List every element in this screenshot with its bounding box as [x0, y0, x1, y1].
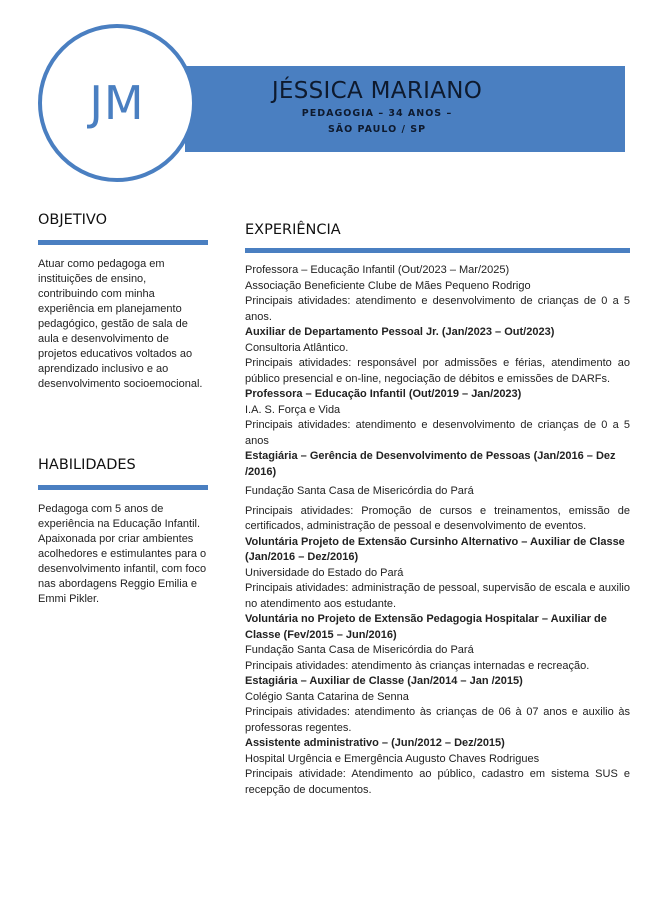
experience-heading: EXPERIÊNCIA [245, 222, 341, 238]
skills-section [38, 455, 208, 607]
experience-rule [245, 248, 630, 253]
experience-org: Associação Beneficiente Clube de Mães Pequeno Rodrigo [245, 279, 531, 292]
objective-section [38, 210, 208, 392]
experience-role: Professora – Educação Infantil (Out/2019 – Jan/2023) [245, 388, 522, 400]
experience-item [245, 263, 630, 325]
experience-desc: Principais atividade: Atendimento ao público, cadastro em sistema SUS e recepção de documentos. [245, 768, 630, 796]
experience-item [245, 387, 630, 449]
initials: JM [89, 76, 145, 130]
experience-item [245, 449, 630, 535]
header-name-block [252, 76, 502, 138]
candidate-subtitle-1: PEDAGOGIA – 34 ANOS – [301, 108, 453, 119]
experience-org: Fundação Santa Casa de Misericórdia do Pará [245, 644, 474, 656]
experience-role: Estagiária – Gerência de Desenvolvimento de Pessoas (Jan/2016 – Dez /2016) [245, 450, 616, 478]
experience-org: Hospital Urgência e Emergência Augusto Chaves Rodrigues [245, 752, 540, 765]
skills-rule [38, 485, 208, 490]
candidate-name: JÉSSICA MARIANO [271, 78, 483, 104]
objective-rule [38, 240, 208, 245]
experience-role: Estagiária – Auxiliar de Classe (Jan/2014 – Jan /2015) [245, 675, 523, 687]
experience-role: Assistente administrativo – (Jun/2012 – Dez/2015) [245, 737, 505, 749]
experience-role: Voluntária no Projeto de Extensão Pedagogia Hospitalar – Auxiliar de Classe (Fev/2015 – Jun/2016) [245, 613, 607, 641]
experience-role: Voluntária Projeto de Extensão Cursinho Alternativo – Auxiliar de Classe (Jan/2016 – Dez/2016) [245, 535, 625, 563]
experience-section [245, 220, 630, 798]
experience-item [245, 736, 630, 798]
experience-role: Professora – Educação Infantil (Out/2023 – Mar/2025) [245, 264, 510, 276]
objective-heading: OBJETIVO [38, 212, 108, 228]
experience-item [245, 325, 630, 387]
experience-org: Fundação Santa Casa de Misericórdia do Pará [245, 485, 474, 497]
objective-text: Atuar como pedagoga em instituições de ensino, contribuindo com minha experiência em planejamento pedagógico, gestão de sala de aula e desenvolvimento de projetos educativos voltados ao aprendizado inclusivo e ao desenvolvimento socioemocional. [38, 258, 203, 390]
experience-item [245, 535, 630, 613]
experience-item [245, 612, 630, 674]
experience-desc: Principais atividades: atendimento e desenvolvimento de crianças de 0 a 5 anos [245, 419, 630, 447]
experience-org: Consultoria Atlântico. [245, 341, 349, 354]
experience-item [245, 674, 630, 736]
skills-text: Pedagoga com 5 anos de experiência na Educação Infantil. Apaixonada por criar ambientes acolhedores e estimulantes para o desenvolvimento infantil, com foco nas abordagens Reggio Emilia e Emmi Pikler. [38, 503, 207, 605]
experience-role: Auxiliar de Departamento Pessoal Jr. (Jan/2023 – Out/2023) [245, 326, 555, 338]
experience-desc: Principais atividades: Promoção de cursos e treinamentos, emissão de certificados, administração de pessoal e desenvolvimento de eventos. [245, 504, 630, 532]
experience-desc: Principais atividades: administração de pessoal, supervisão de escala e auxilio no atendimento aos estudante. [245, 582, 630, 610]
experience-desc: Principais atividades: atendimento e desenvolvimento de crianças de 0 a 5 anos. [245, 295, 630, 323]
experience-desc: Principais atividades: atendimento às crianças de 06 à 07 anos e auxilio às professoras regentes. [245, 706, 630, 734]
skills-heading: HABILIDADES [38, 457, 136, 473]
experience-org: Colégio Santa Catarina de Senna [245, 690, 409, 703]
experience-desc: Principais atividades: responsável por admissões e férias, atendimento ao público presencial e on-line, negociação de débitos e emissões de DARFs. [245, 357, 630, 385]
experience-list [245, 263, 630, 798]
experience-org: Universidade do Estado do Pará [245, 566, 404, 579]
candidate-location: SÃO PAULO / SP [327, 124, 427, 135]
experience-org: I.A. S. Força e Vida [245, 403, 341, 416]
experience-desc: Principais atividades: atendimento às crianças internadas e recreação. [245, 659, 590, 672]
initials-circle [38, 24, 196, 182]
